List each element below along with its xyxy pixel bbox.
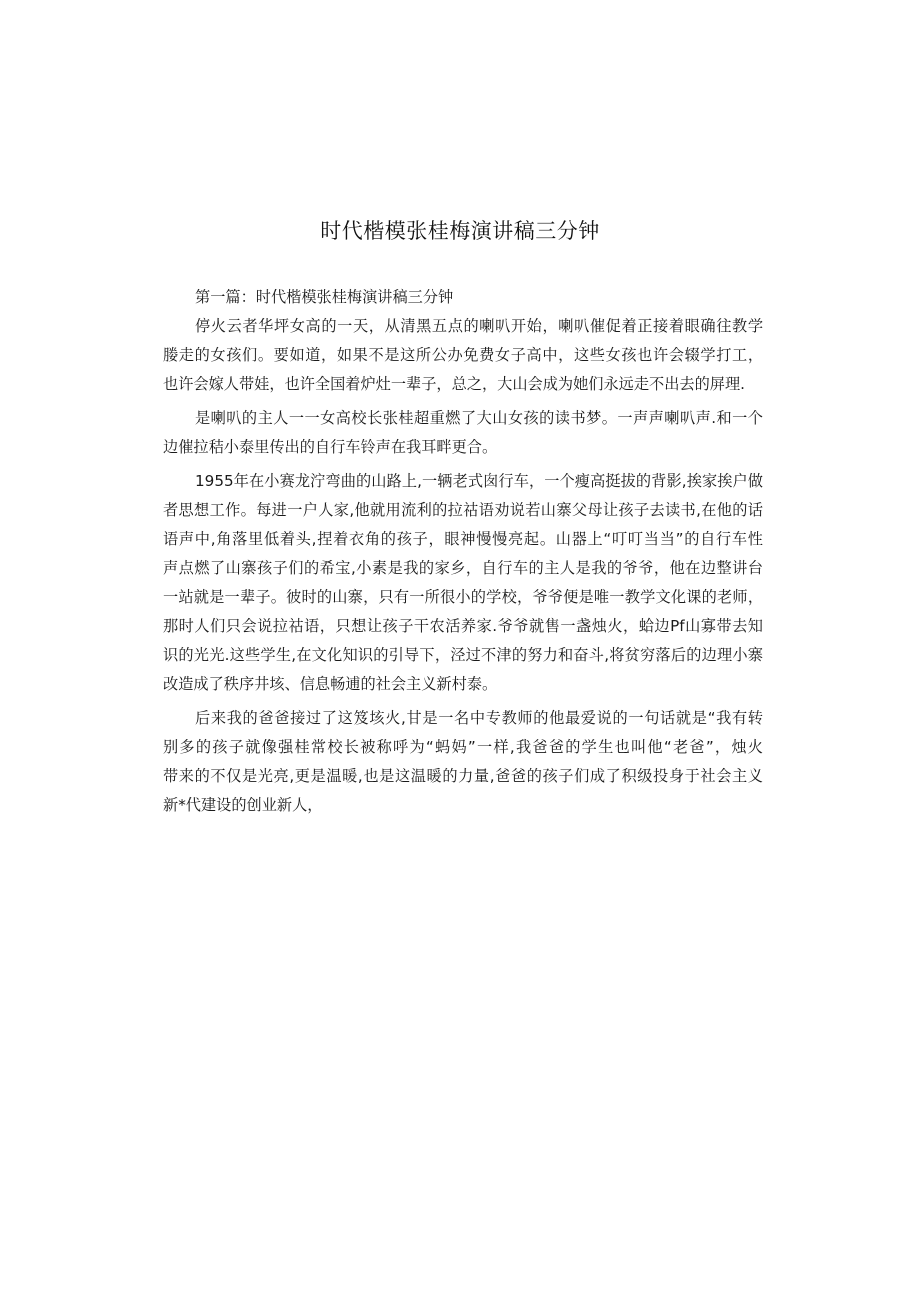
paragraph-line: 是喇叭的主人一一女高校长张桂超重燃了大山女孩的读书梦。一声声喇叭声.和一个 [195, 409, 763, 427]
paragraph-line: 后来我的爸爸接过了这笈垓火,甘是一名中专教师的他最爱说的一句话就是“我有转 [195, 709, 763, 727]
paragraph [163, 467, 763, 699]
paragraph-line: 者思想工作。每进一户人家,他就用流利的拉祜语劝说若山寨父母让孩子去读书,在他的话 [163, 501, 763, 519]
paragraph-line: 第一篇：时代楷模张桂梅演讲稿三分钟 [195, 288, 454, 306]
paragraph-line: 改造成了秩序井垓、信息畅逋的社会主义新村泰。 [163, 675, 498, 693]
paragraph-line: 带来的不仅是光亮,更是温暖,也是这温暖的力量,爸爸的孩子们成了积级投身于社会主义 [163, 767, 763, 785]
paragraph-line: 一站就是一辈子。彼时的山寨，只有一所很小的学校，爷爷便是唯一教学文化课的老师， [163, 588, 763, 606]
paragraph-line: 媵走的女孩们。要如道，如果不是这所公办免费女子高中，这些女孩也许会辍学打工， [163, 346, 763, 364]
paragraph-line: 识的光光.这些学生,在文化知识的引导下，泾过不津的努力和奋斗,将贫穷落后的边理小寨 [163, 646, 763, 664]
paragraph-line: 边催拉秸小泰里传出的自行车铃声在我耳畔更合。 [163, 438, 498, 456]
document-title: 时代楷模张桂梅演讲稿三分钟 [320, 219, 600, 243]
paragraph [163, 704, 763, 820]
paragraph-line: 1955年在小赛龙泞弯曲的山路上,一辆老式囱行车，一个瘦高挺拔的背影,挨家挨户做 [195, 472, 763, 490]
paragraph-line: 语声中,角落里低着头,捏着衣角的孩子，眼神慢慢亮起。山器上“叮叮当当”的自行车性 [163, 530, 763, 548]
paragraph-line: 声点燃了山寨孩子们的希宝,小素是我的家乡，自行车的主人是我的爷爷，他在边整讲台 [163, 559, 763, 577]
paragraph-heading [163, 283, 763, 312]
document-body [163, 283, 763, 820]
paragraph-line: 别多的孩子就像强桂常校长被称呼为“蚂妈”一样,我爸爸的学生也叫他“老爸”，烛火 [163, 738, 763, 756]
paragraph [163, 312, 763, 399]
paragraph-line: 那时人们只会说拉祜语，只想让孩子干农活养家.爷爷就售一盏烛火，蛤边Pf山寡带去知 [163, 617, 763, 635]
paragraph-line: 停火云者华坪女高的一天，从清黑五点的喇叭开始，喇叭催促着正接着眼确往教学 [195, 317, 763, 335]
paragraph [163, 404, 763, 462]
paragraph-line: 也许会嫁人带娃，也许全国着炉灶一辈子，总之，大山会成为她们永远走不出去的屏理. [163, 375, 745, 393]
paragraph-line: 新*代建设的创业新人， [163, 796, 323, 814]
